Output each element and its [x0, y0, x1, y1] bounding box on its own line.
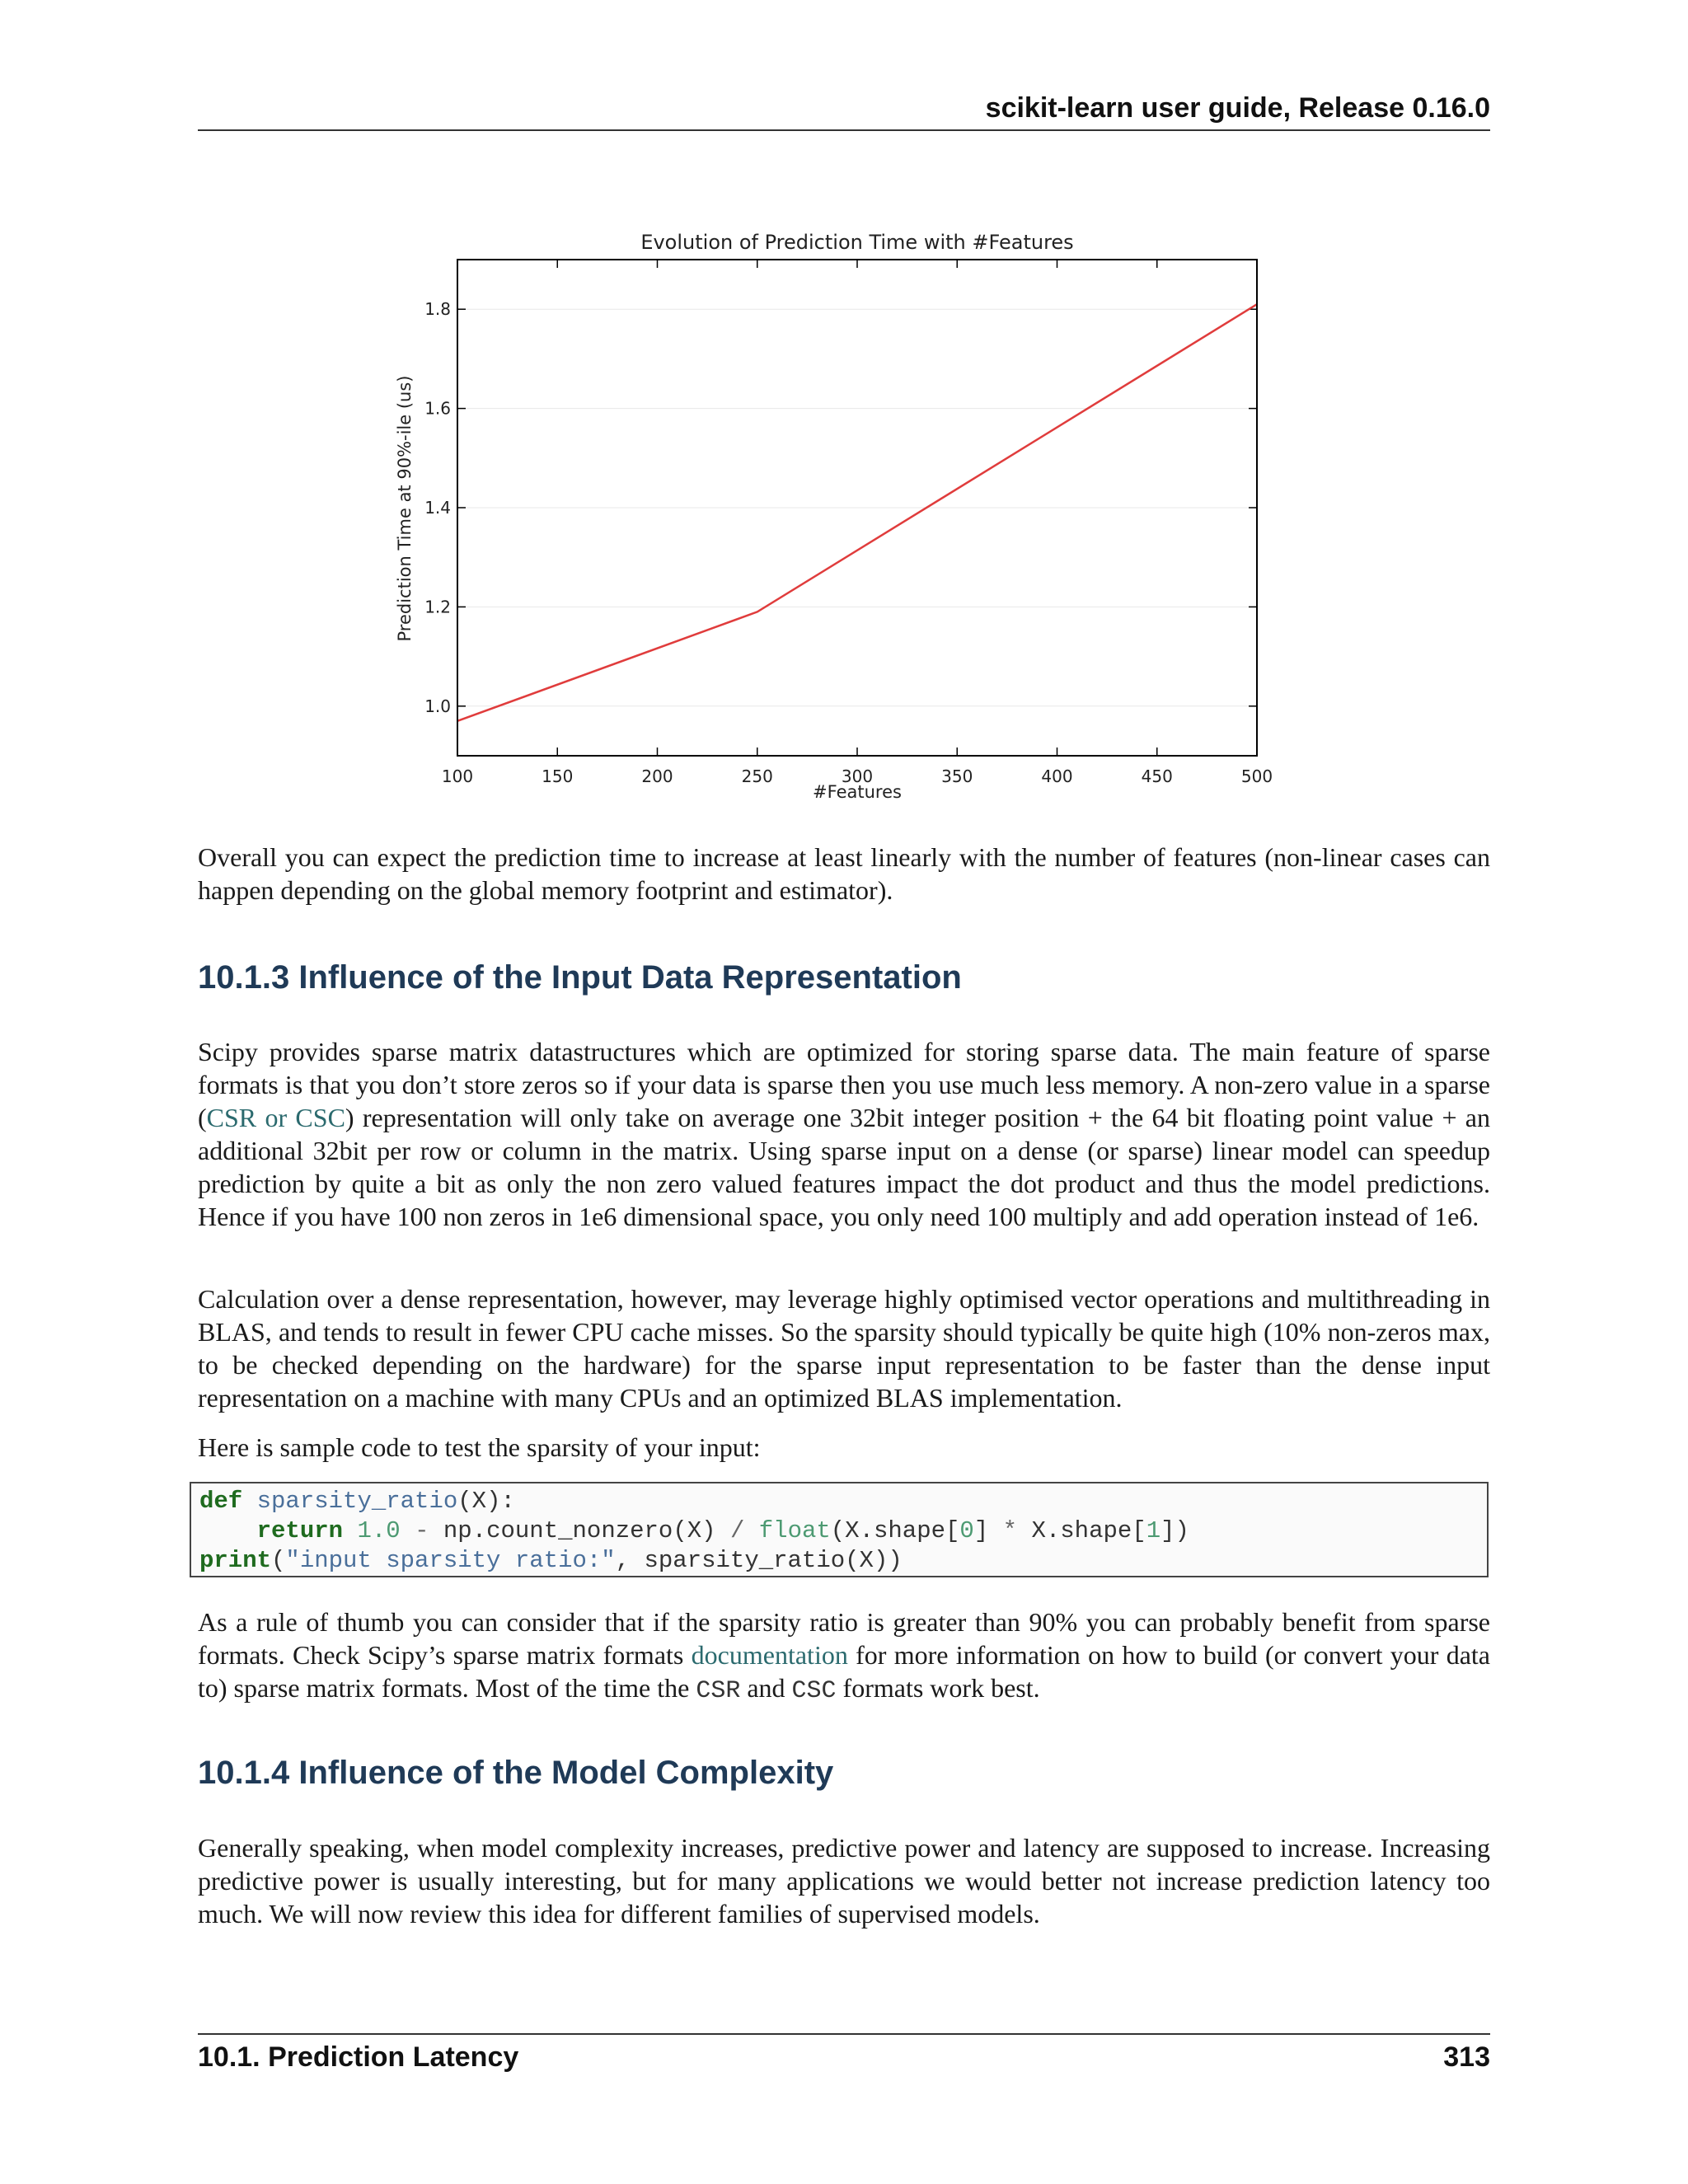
x-tick-label: 150: [542, 766, 574, 786]
prediction-time-chart: [379, 223, 1286, 816]
y-tick-label: 1.0: [424, 696, 451, 716]
section-heading-model-complexity: 10.1.4 Influence of the Model Complexity: [198, 1755, 834, 1791]
code-token: return: [256, 1517, 344, 1544]
chart-title: Evolution of Prediction Time with #Features: [640, 231, 1074, 254]
paragraph-dense-representation: Calculation over a dense representation, however, may leverage highly optimised vector operations and multithreading in BLAS, and tends to result in fewer CPU cache misses. So the sparsity should typically be quite high (10% non-zeros max, to be checked depending on the hardware) for the sparse input representation to be faster than the dense input representation on a machine with many CPUs and an optimized BLAS implementation.: [198, 1284, 1490, 1413]
x-tick-label: 350: [941, 766, 973, 786]
code-token: 1.0: [357, 1517, 401, 1544]
y-tick-label: 1.8: [424, 299, 451, 320]
code-token: 0: [959, 1517, 974, 1544]
paragraph-text: Scipy provides sparse matrix datastructures which are optimized for storing sparse data. The main feature of sparse formats is that you don’t store zeros so if your data is sparse then you use much less memory. A non-zero value in a sparse (: [198, 1037, 1490, 1132]
code-block: [190, 1482, 1489, 1577]
paragraph-sample-code-intro: Here is sample code to test the sparsity of your input:: [198, 1432, 761, 1462]
x-tick-label: 200: [641, 766, 673, 786]
code-token: (X.shape[: [830, 1517, 960, 1544]
documentation-link[interactable]: documentation: [691, 1640, 848, 1670]
page-number: 313: [1443, 2041, 1490, 2073]
paragraph-text: for more information on how to build (or convert your data to) sparse matrix formats. Most of the time the: [198, 1640, 1491, 1703]
paragraph-text: and: [740, 1673, 792, 1703]
x-tick-label: 100: [441, 766, 474, 786]
code-token: /: [729, 1517, 745, 1544]
code-token: 1: [1146, 1517, 1161, 1544]
code-token: def: [199, 1488, 243, 1515]
chart-ylabel: Prediction Time at 90%-ile (us): [395, 375, 415, 642]
paragraph-sparse-formats: [198, 1035, 1490, 1233]
chart-svg: [379, 223, 1286, 816]
x-tick-label: 500: [1240, 766, 1273, 786]
x-tick-label: 450: [1141, 766, 1173, 786]
y-tick-label: 1.6: [424, 398, 451, 419]
paragraph-text: As a rule of thumb you can consider that if the sparsity ratio is greater than 90% you can probably benefit from sparse formats. Check Scipy’s sparse matrix formats: [198, 1607, 1490, 1670]
paragraph-text: ) representation will only take on average one 32bit integer position + the 64 bit floating point value + an additional 32bit per row or column in the matrix. Using sparse input on a dense (or sparse) linear model can speedup prediction by quite a bit as only the non zero valued features impact the dot product and thus the model predictions. Hence if you have 100 non zeros in 1e6 dimensional space, you only need 100 multiply and add operation instead of 1e6.: [198, 1103, 1491, 1231]
code-token: "input sparsity ratio:": [285, 1547, 616, 1574]
code-token: *: [1002, 1517, 1018, 1544]
csr-csc-link[interactable]: CSR or CSC: [206, 1103, 345, 1132]
code-token: (: [271, 1547, 286, 1574]
code-token: (X):: [457, 1488, 515, 1515]
inline-code-csc: CSC: [791, 1677, 837, 1705]
footer-section-title: 10.1. Prediction Latency: [198, 2041, 519, 2073]
section-heading-input-representation: 10.1.3 Influence of the Input Data Representation: [198, 959, 962, 996]
running-header: scikit-learn user guide, Release 0.16.0: [985, 92, 1490, 124]
chart-xlabel: #Features: [813, 782, 902, 802]
code-token: sparsity_ratio: [256, 1488, 458, 1515]
paragraph-text: formats work best.: [836, 1673, 1040, 1703]
code-token: X.shape[: [1031, 1517, 1146, 1544]
paragraph-model-complexity: Generally speaking, when model complexity increases, predictive power and latency are supposed to increase. Increasing predictive power is usually interesting, but for many applications we would better not increase prediction latency too much. We will now review this idea for different families of supervised models.: [198, 1833, 1490, 1929]
header-rule: [198, 129, 1490, 131]
code-token: ]): [1160, 1517, 1189, 1544]
y-tick-label: 1.2: [424, 597, 451, 617]
code-token: , sparsity_ratio(X)): [615, 1547, 903, 1574]
x-tick-label: 300: [841, 766, 874, 786]
series-line: [457, 304, 1257, 721]
code-token: ]: [973, 1517, 989, 1544]
code-token: float: [758, 1517, 831, 1544]
footer-rule: [198, 2033, 1490, 2035]
x-tick-label: 250: [741, 766, 773, 786]
paragraph-rule-of-thumb: [198, 1605, 1490, 1708]
x-tick-label: 400: [1041, 766, 1073, 786]
paragraph-linear-growth: Overall you can expect the prediction time to increase at least linearly with the number of features (non-linear cases can happen depending on the global memory footprint and estimator).: [198, 842, 1490, 905]
inline-code-csr: CSR: [696, 1677, 741, 1705]
code-token: print: [199, 1547, 272, 1574]
y-tick-label: 1.4: [424, 498, 451, 518]
code-token: np.count_nonzero(X): [443, 1517, 716, 1544]
code-token: -: [415, 1517, 429, 1544]
